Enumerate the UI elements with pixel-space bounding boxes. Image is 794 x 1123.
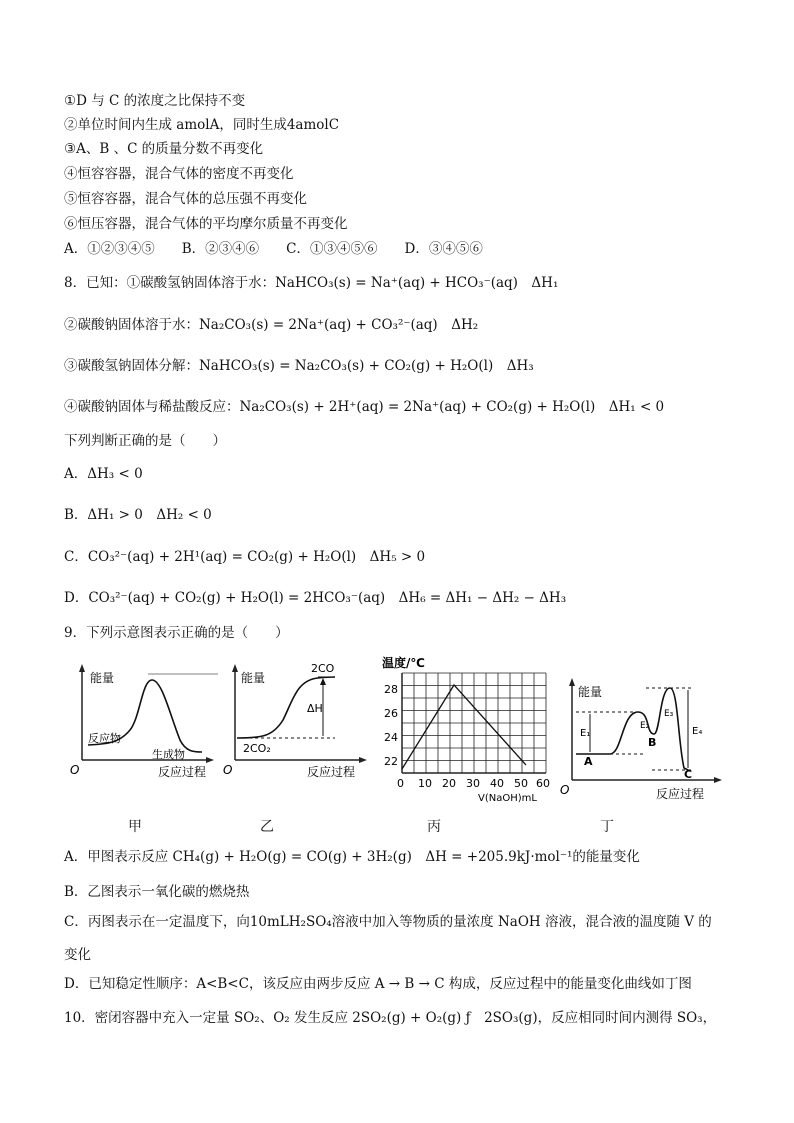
ding-e4-label: E₄ xyxy=(692,726,703,737)
q8-stem: 8．已知：①碳酸氢钠固体溶于水：NaHCO₃(s) = Na⁺(aq) + HCO₃⁻(aq) ΔH₁ xyxy=(64,275,559,291)
diagram-yi xyxy=(223,660,373,780)
bing-grid xyxy=(402,673,546,773)
ding-e1-label: E₁ xyxy=(580,728,591,739)
ding-xlabel: 反应过程 xyxy=(656,787,705,801)
bing-ytick-26: 26 xyxy=(384,707,398,720)
ding-e3-label: E₃ xyxy=(664,709,674,719)
bing-xtick-50: 50 xyxy=(514,777,528,790)
jia-origin: O xyxy=(70,763,80,777)
bing-xtick-0: 0 xyxy=(397,777,404,790)
q9-option-d: D．已知稳定性顺序：A<B<C，该反应由两步反应 A → B → C 构成，反应过程中的能量变化曲线如丁图 xyxy=(64,976,692,992)
bing-ytick-28: 28 xyxy=(384,683,398,696)
yi-y-arrow xyxy=(232,664,238,672)
q9-option-b: B．乙图表示一氧化碳的燃烧热 xyxy=(64,884,250,900)
jia-x-arrow xyxy=(206,757,214,763)
caption-ding: 丁 xyxy=(600,819,614,835)
bing-temperature-line xyxy=(402,685,526,769)
yi-xlabel: 反应过程 xyxy=(307,765,356,779)
q9-option-c: C．丙图表示在一定温度下，向10mLH₂SO₄溶液中加入等物质的量浓度 NaOH 溶液，混合液的温度随 V 的 xyxy=(64,914,712,930)
bing-xtick-60: 60 xyxy=(536,777,550,790)
q8-eq4: ④碳酸钠固体与稀盐酸反应：Na₂CO₃(s) + 2H⁺(aq) = 2Na⁺(aq) + CO₂(g) + H₂O(l) ΔH₁ < 0 xyxy=(64,399,665,415)
diagram-bing xyxy=(382,655,552,805)
ding-y-arrow xyxy=(569,678,575,686)
q7-item-3: ③A、B 、C 的质量分数不再变化 xyxy=(64,141,264,157)
ding-a-label: A xyxy=(584,755,593,768)
yi-bottom-label: 2CO₂ xyxy=(243,742,271,755)
q8-option-c: C．CO₃²⁻(aq) + 2H¹(aq) = CO₂(g) + H₂O(l) ΔH₅ > 0 xyxy=(64,549,426,565)
q8-option-a: A．ΔH₃ < 0 xyxy=(64,466,143,482)
q10-stem: 10．密闭容器中充入一定量 SO₂、O₂ 发生反应 2SO₂(g) + O₂(g) ƒ 2SO₃(g)，反应相同时间内测得 SO₃， xyxy=(64,1010,717,1026)
bing-ylabel: 温度/℃ xyxy=(382,656,425,670)
q7-item-2: ②单位时间内生成 amolA，同时生成4amolC xyxy=(64,117,340,133)
q9-option-a: A．甲图表示反应 CH₄(g) + H₂O(g) = CO(g) + 3H₂(g) ΔH = +205.9kJ·mol⁻¹的能量变化 xyxy=(64,849,640,865)
caption-yi: 乙 xyxy=(260,819,274,835)
bing-xtick-30: 30 xyxy=(466,777,480,790)
q7-item-5: ⑤恒容容器，混合气体的总压强不再变化 xyxy=(64,191,307,207)
bing-xtick-10: 10 xyxy=(418,777,432,790)
ding-b-label: B xyxy=(648,736,657,749)
q9-option-c-cont: 变化 xyxy=(64,947,91,963)
q8-eq2: ②碳酸钠固体溶于水：Na₂CO₃(s) = 2Na⁺(aq) + CO₃²⁻(aq) ΔH₂ xyxy=(64,317,479,333)
jia-xlabel: 反应过程 xyxy=(158,765,207,779)
bing-ytick-24: 24 xyxy=(384,731,398,744)
jia-ylabel: 能量 xyxy=(90,671,115,685)
bing-xtick-40: 40 xyxy=(490,777,504,790)
q8-option-d: D．CO₃²⁻(aq) + CO₂(g) + H₂O(l) = 2HCO₃⁻(aq) ΔH₆ = ΔH₁ − ΔH₂ − ΔH₃ xyxy=(64,590,567,606)
bing-ytick-22: 22 xyxy=(384,755,398,768)
q7-item-1: ①D 与 C 的浓度之比保持不变 xyxy=(64,93,246,109)
q7-item-6: ⑥恒压容器，混合气体的平均摩尔质量不再变化 xyxy=(64,216,348,232)
caption-bing: 丙 xyxy=(427,819,441,835)
q8-eq3: ③碳酸氢钠固体分解：NaHCO₃(s) = Na₂CO₃(s) + CO₂(g) + H₂O(l) ΔH₃ xyxy=(64,358,534,374)
jia-reactant-label: 反应物 xyxy=(88,732,121,745)
q9-stem: 9．下列示意图表示正确的是（ ） xyxy=(64,625,289,641)
bing-xtick-20: 20 xyxy=(442,777,456,790)
jia-y-arrow xyxy=(79,664,85,672)
diagram-ding xyxy=(560,672,730,807)
q8-option-b: B．ΔH₁ > 0 ΔH₂ < 0 xyxy=(64,507,212,523)
ding-e2-label: E₂ xyxy=(640,721,650,731)
bing-xlabel: V(NaOH)mL xyxy=(478,793,537,804)
q7-item-4: ④恒容容器，混合气体的密度不再变化 xyxy=(64,166,294,182)
yi-origin: O xyxy=(223,763,233,777)
yi-x-arrow xyxy=(359,757,367,763)
ding-ylabel: 能量 xyxy=(578,685,603,699)
ding-energy-curve xyxy=(576,688,688,770)
ding-x-arrow xyxy=(714,777,722,783)
yi-dh-label: ΔH xyxy=(307,702,323,715)
yi-dh-arrow-head xyxy=(320,678,326,685)
diagram-jia xyxy=(70,660,220,780)
caption-jia: 甲 xyxy=(128,819,142,835)
ding-origin: O xyxy=(560,783,570,797)
bing-grid-chart xyxy=(382,655,552,805)
yi-top-label: 2CO xyxy=(311,662,335,675)
q8-question: 下列判断正确的是（ ） xyxy=(64,433,226,449)
ding-c-label: C xyxy=(684,768,693,781)
q7-options: A．①②③④⑤ B．②③④⑥ C．①③④⑤⑥ D．③④⑤⑥ xyxy=(64,241,483,257)
yi-ylabel: 能量 xyxy=(241,671,266,685)
jia-product-label: 生成物 xyxy=(152,748,185,761)
